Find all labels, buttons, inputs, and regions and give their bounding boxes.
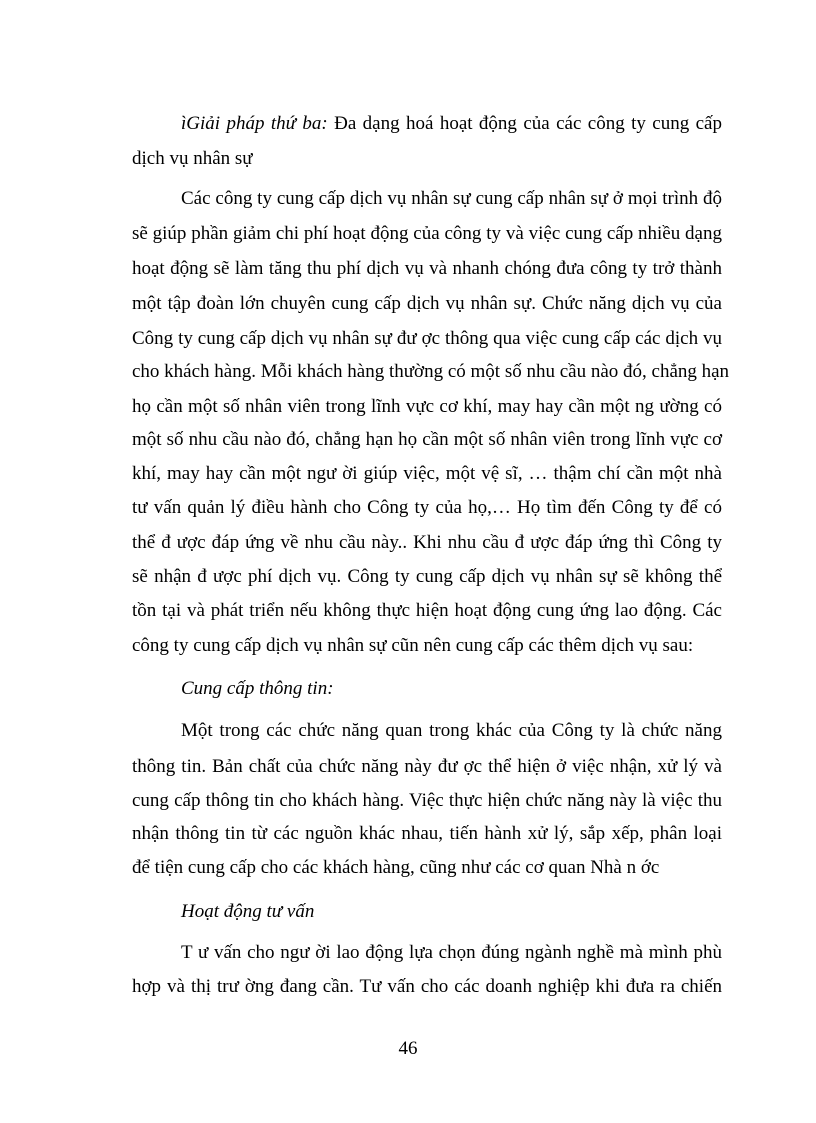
paragraph-1-line: cho khách hàng. Mỗi khách hàng thường có một số nhu cầu nào đó, chẳng hạn [132,361,730,382]
page-number: 46 [398,1038,418,1059]
paragraph-1-line: hoạt động sẽ làm tăng thu phí dịch vụ và nhanh chóng đưa công ty trở thành [132,258,722,279]
paragraph-1-line: sẽ giúp phần giảm chi phí hoạt động của công ty và việc cung cấp nhiều dạng [132,223,722,244]
paragraph-3-line: T ư vấn cho ngư ời lao động lựa chọn đúng ngành nghề mà mình phù [181,942,722,963]
heading-text: Đa dạng hoá hoạt động của các công ty cung cấp [327,113,722,134]
paragraph-1-line: tư vấn quản lý điều hành cho Công ty của họ,… Họ tìm đến Công ty để có [132,497,722,518]
subheading-hoat-dong-tu-van: Hoạt động tư vấn [181,901,315,922]
paragraph-1-line: một tập đoàn lớn chuyên cung cấp dịch vụ nhân sự. Chức năng dịch vụ của [132,293,722,314]
heading-line-2: dịch vụ nhân sự [132,148,253,169]
paragraph-1-line: thể đ ược đáp ứng về nhu cầu này.. Khi nhu cầu đ ược đáp ứng thì Công ty [132,532,722,553]
paragraph-2-line: cung cấp thông tin cho khách hàng. Việc thực hiện chức năng này là việc thu [132,790,722,811]
paragraph-1-line: Công ty cung cấp dịch vụ nhân sự đư ợc thông qua việc cung cấp các dịch vụ [132,328,722,349]
paragraph-1-line: họ cần một số nhân viên trong lĩnh vực cơ khí, may hay cần một ng ường có [132,396,722,417]
paragraph-1-line: sẽ nhận đ ược phí dịch vụ. Công ty cung cấp dịch vụ nhân sự sẽ không thể [132,566,722,587]
paragraph-2-line: để tiện cung cấp cho các khách hàng, cũng như các cơ quan Nhà n ớc [132,857,660,878]
paragraph-2-line: nhận thông tin từ các nguồn khác nhau, tiến hành xử lý, sắp xếp, phân loại [132,823,722,844]
paragraph-1-line: Các công ty cung cấp dịch vụ nhân sự cung cấp nhân sự ở mọi trình độ [181,188,722,209]
paragraph-1-line: công ty cung cấp dịch vụ nhân sự cũn nên cung cấp các thêm dịch vụ sau: [132,635,694,656]
paragraph-2-line: Một trong các chức năng quan trong khác của Công ty là chức năng [181,720,722,741]
heading-line-1 [181,113,722,137]
subheading-cung-cap-thong-tin: Cung cấp thông tin: [181,678,334,699]
paragraph-1-line: khí, may hay cần một ngư ời giúp việc, một vệ sĩ, … thậm chí cần một nhà [132,463,722,484]
paragraph-3-line: hợp và thị trư ờng đang cần. Tư vấn cho các doanh nghiệp khi đưa ra chiến [132,976,722,997]
paragraph-1-line: một số nhu cầu nào đó, chẳng hạn họ cần một số nhân viên trong lĩnh vực cơ [132,429,722,450]
paragraph-1-line: tồn tại và phát triển nếu không thực hiện hoạt động cung ứng lao động. Các [132,600,722,621]
paragraph-2-line: thông tin. Bản chất của chức năng này đư ợc thể hiện ở việc nhận, xử lý và [132,756,722,777]
heading-label: ìGiải pháp thứ ba: [181,113,328,134]
